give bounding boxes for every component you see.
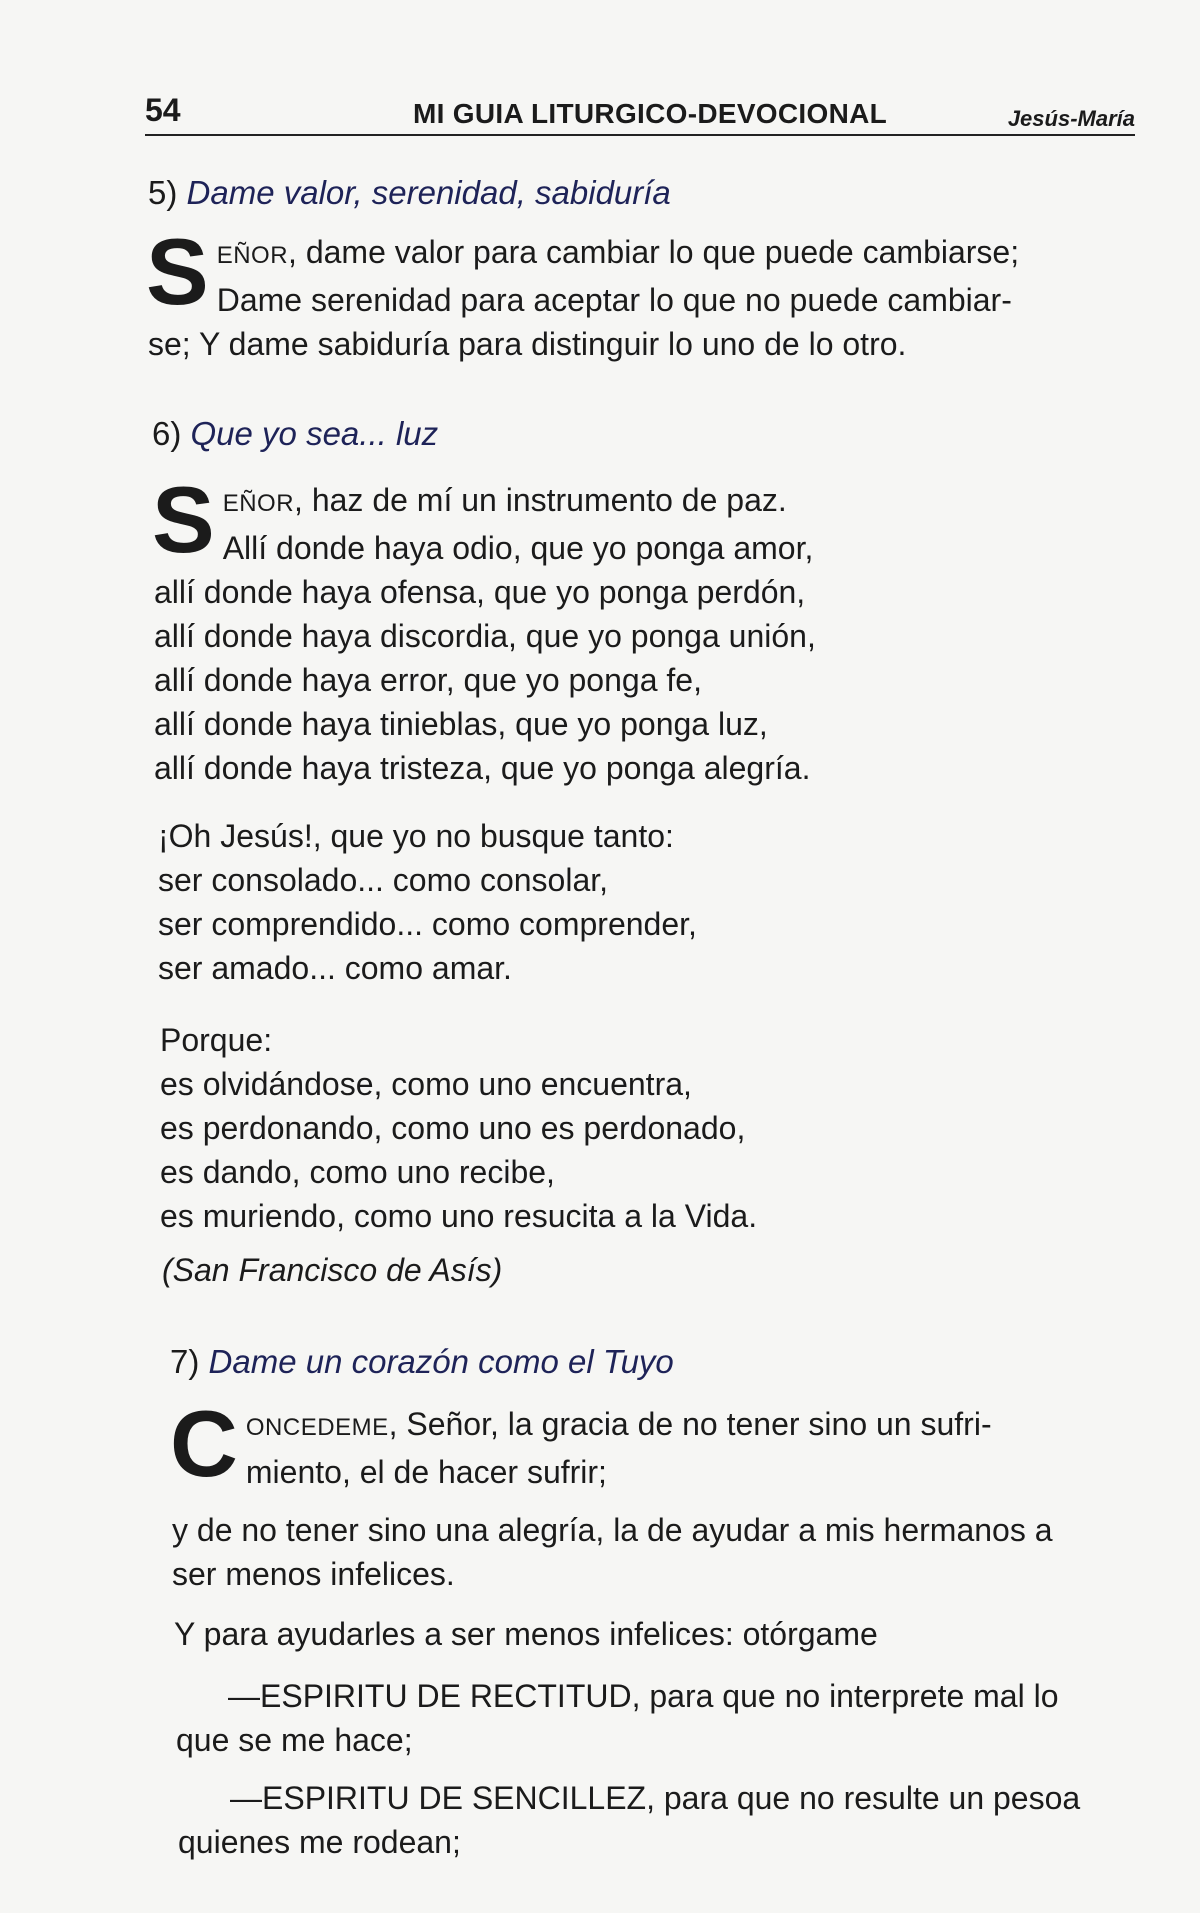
running-title: MI GUIA LITURGICO-DEVOCIONAL	[413, 98, 888, 129]
drop-cap: S	[146, 219, 209, 324]
section-7-paragraph-2: y de no tener sino una alegría, la de ayudar a mis hermanos a ser menos infelices.	[172, 1512, 1053, 1592]
section-7-item-rectitud: —ESPIRITU DE RECTITUD, para que no interprete mal lo que se me hace;	[176, 1678, 1059, 1758]
section-7-paragraph-3: Y para ayudarles a ser menos infelices: otórgame	[174, 1616, 878, 1652]
attribution: (San Francisco de Asís)	[162, 1252, 503, 1288]
section-5-title: 5) Dame valor, serenidad, sabiduría	[148, 174, 671, 211]
drop-cap: C	[170, 1391, 238, 1496]
running-tag: Jesús-María	[1007, 106, 1135, 131]
drop-cap: S	[152, 467, 215, 572]
section-7-title: 7) Dame un corazón como el Tuyo	[170, 1343, 674, 1380]
page-header	[145, 88, 1135, 136]
section-6-prayer: S EÑOR, haz de mí un instrumento de paz. Allí donde haya odio, que yo ponga amor, allí donde haya ofensa, que yo ponga perdón, allí donde haya discordia, que yo ponga unión, allí donde haya error, que yo ponga fe, allí donde haya tinieblas, que yo ponga luz, allí donde haya tristeza, que yo ponga alegría.	[152, 467, 816, 786]
section-7-item-sencillez: —ESPIRITU DE SENCILLEZ, para que no resulte un pesoa quienes me rodean;	[178, 1780, 1081, 1860]
section-6-stanza-3: Porque: es olvidándose, como uno encuentra, es perdonando, como uno es perdonado, es dando, como uno recibe, es muriendo, como uno resucita a la Vida.	[160, 1022, 758, 1234]
section-7-prayer: C ONCEDEME, Señor, la gracia de no tener sino un sufri- miento, el de hacer sufrir;	[170, 1391, 992, 1496]
section-6-title: 6) Que yo sea... luz	[152, 415, 439, 452]
page-number: 54	[145, 92, 181, 128]
section-5-prayer: S EÑOR, dame valor para cambiar lo que puede cambiarse; Dame serenidad para aceptar lo que no puede cambiar- se; Y dame sabiduría para distinguir lo uno de lo otro.	[146, 219, 1020, 362]
section-6-stanza-2: ¡Oh Jesús!, que yo no busque tanto: ser consolado... como consolar, ser comprendido... como comprender, ser amado... como amar.	[158, 818, 697, 986]
